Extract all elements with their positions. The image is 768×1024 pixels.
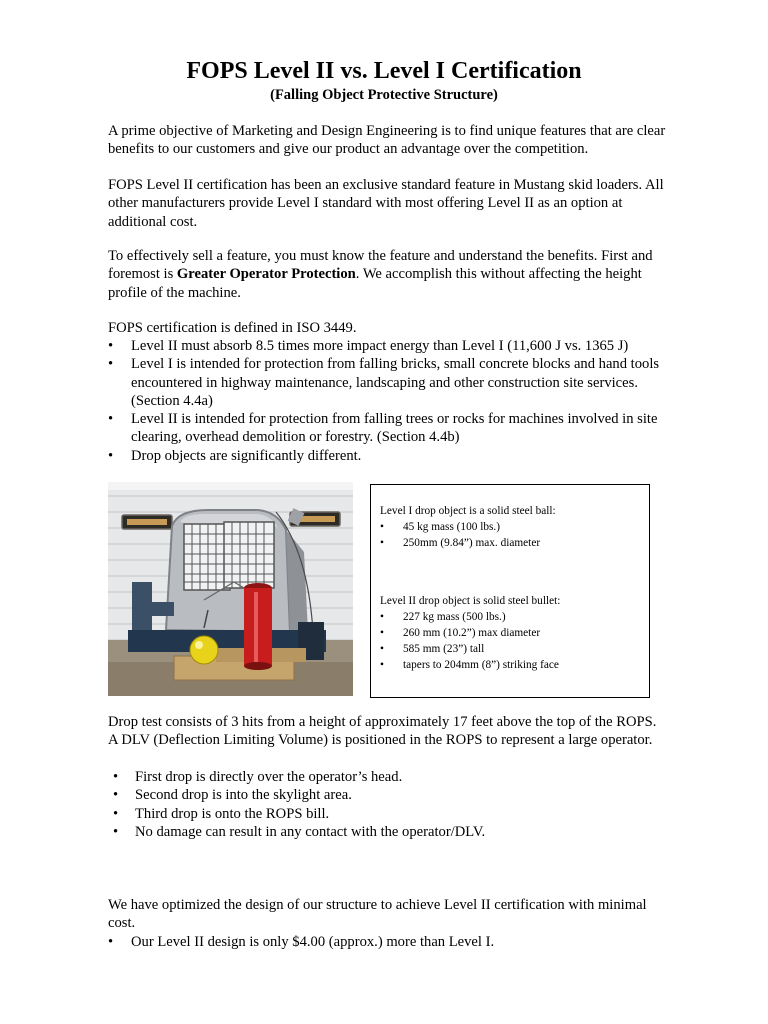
paragraph-sell-feature — [108, 247, 668, 302]
list-item: • Level II must absorb 8.5 times more impact energy than Level I (11,600 J vs. 1365 J) — [108, 337, 668, 355]
page-title: FOPS Level II vs. Level I Certification — [186, 58, 582, 84]
drop-bullet-list — [108, 768, 668, 841]
list-item: • 260 mm (10.2”) max diameter — [380, 625, 639, 641]
iso-definition: FOPS certification is defined in ISO 3449. — [108, 320, 357, 336]
list-item: • tapers to 204mm (8”) striking face — [380, 657, 639, 673]
list-item: • Level I is intended for protection from falling bricks, small concrete blocks and hand tools encountered in highway maintenance, landscaping and other construction site services. (Section 4.4a) — [108, 355, 668, 410]
drop-test-description: Drop test consists of 3 hits from a height of approximately 17 feet above the top of the ROPS. A DLV (Deflection Limiting Volume) is positioned in the ROPS to represent a large operator. — [108, 714, 657, 749]
list-item: • 227 kg mass (500 lbs.) — [380, 609, 639, 625]
fops-drop-test-photo — [108, 482, 353, 696]
list-item: • Drop objects are significantly different. — [108, 447, 668, 465]
level-1-list — [380, 519, 639, 551]
list-item: • 585 mm (23”) tall — [380, 641, 639, 657]
paragraph-objective: A prime objective of Marketing and Design Engineering is to find unique features that are clear benefits to our customers and give our product an advantage over the competition. — [108, 123, 666, 158]
cost-bullet-list — [108, 933, 668, 951]
level-2-heading: Level II drop object is solid steel bullet: — [380, 595, 561, 607]
sell-feature-text-end: . We accomplish this without affecting the height profile of the machine. — [108, 266, 642, 301]
sell-feature-text: To effectively sell a feature, you must know the feature and understand the benefits. First and foremost is — [108, 248, 653, 283]
list-item: • Level II is intended for protection from falling trees or rocks for machines involved in site clearing, overhead demolition or forestry. (Section 4.4b) — [108, 410, 668, 447]
list-item: • 45 kg mass (100 lbs.) — [380, 519, 639, 535]
level-2-list — [380, 609, 639, 673]
list-item: • 250mm (9.84”) max. diameter — [380, 535, 639, 551]
optimized-design-paragraph: We have optimized the design of our structure to achieve Level II certification with minimal cost. — [108, 897, 647, 932]
list-item: • First drop is directly over the operator’s head. — [108, 768, 668, 786]
iso-bullet-list — [108, 337, 668, 465]
level-1-heading: Level I drop object is a solid steel ball: — [380, 505, 556, 517]
list-item: • Second drop is into the skylight area. — [108, 786, 668, 804]
drop-object-info-box — [370, 484, 650, 698]
list-item: • Our Level II design is only $4.00 (approx.) more than Level I. — [108, 933, 668, 951]
list-item: • No damage can result in any contact with the operator/DLV. — [108, 823, 668, 841]
greater-operator-protection: Greater Operator Protection — [176, 266, 356, 283]
paragraph-exclusive-feature: FOPS Level II certification has been an exclusive standard feature in Mustang skid loaders. All other manufacturers provide Level I standard with most offering Level II as an option at additional cost. — [108, 177, 664, 230]
list-item: • Third drop is onto the ROPS bill. — [108, 805, 668, 823]
fops-test-rig-illustration — [108, 482, 353, 696]
page-subtitle: (Falling Object Protective Structure) — [270, 87, 498, 103]
